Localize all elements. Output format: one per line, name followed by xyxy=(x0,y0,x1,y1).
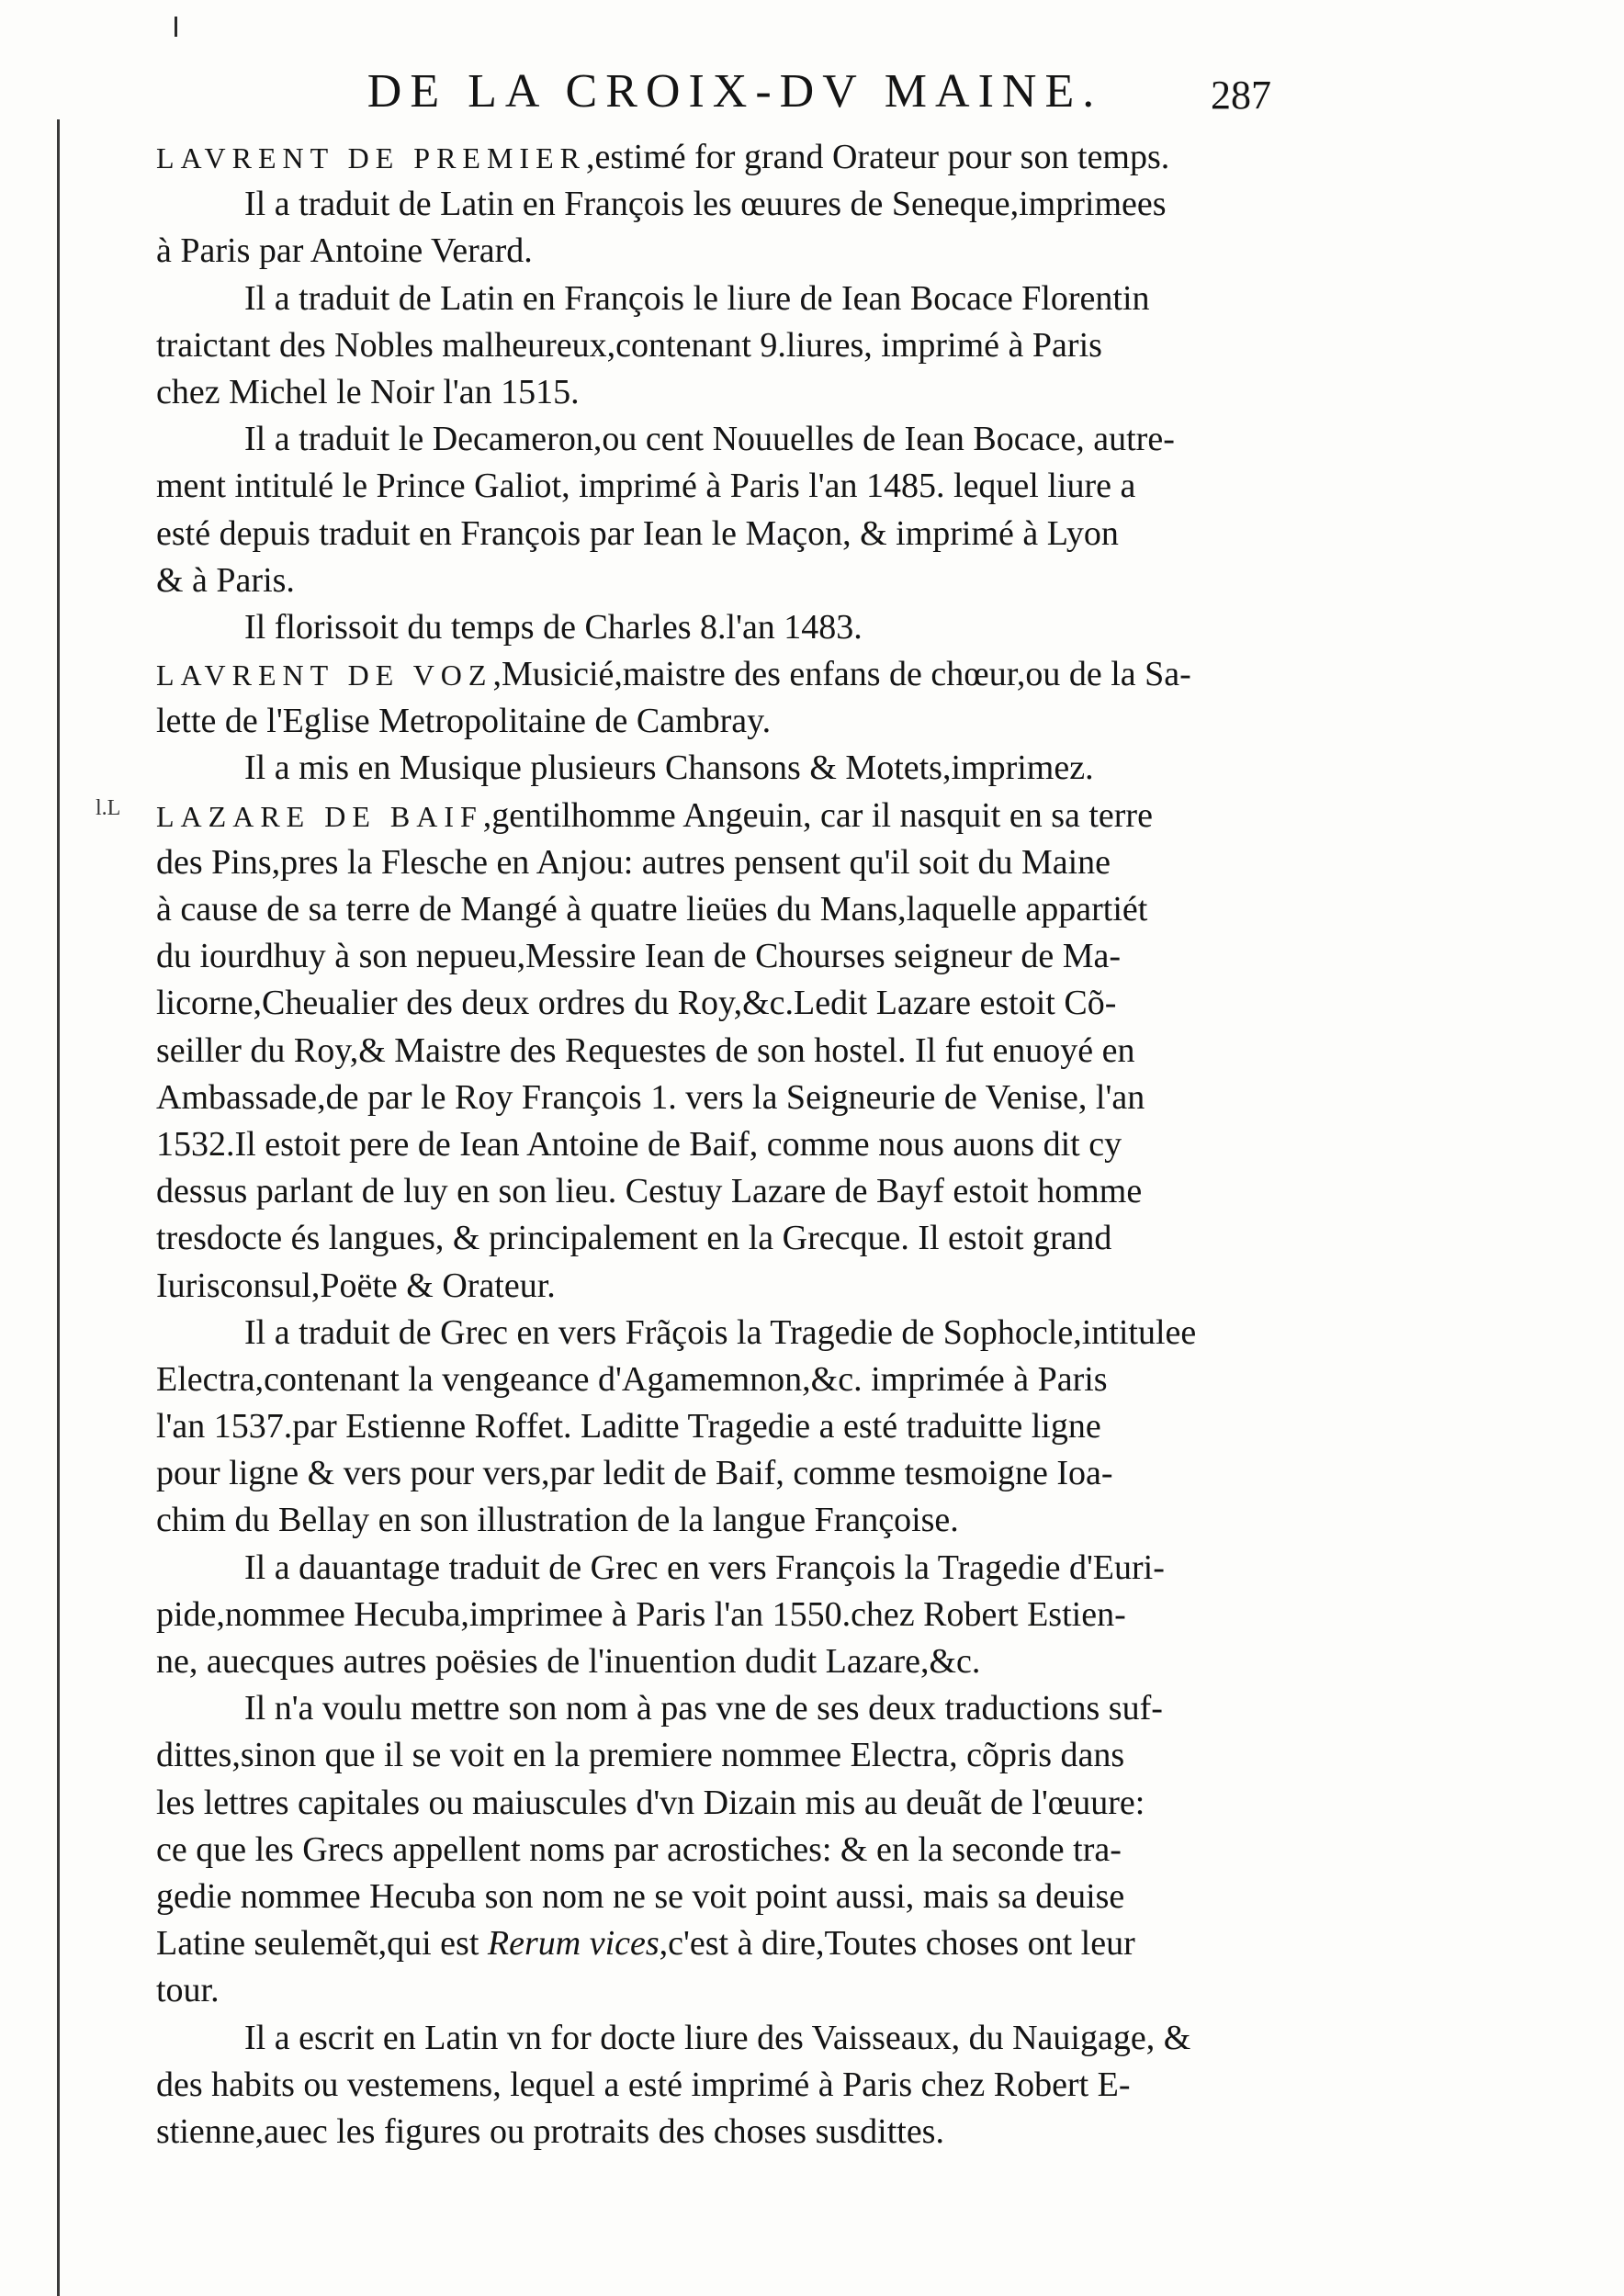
text-line xyxy=(156,463,1304,510)
line-text: Ambassade,de par le Roy François 1. vers la Seigneurie de Venise, l'an xyxy=(156,1077,1145,1117)
text-line xyxy=(156,1545,1304,1592)
text-body xyxy=(156,134,1304,2155)
line-text: 1532.Il estoit pere de Iean Antoine de Baif, comme nous auons dit cy xyxy=(156,1124,1122,1164)
page-number: 287 xyxy=(1211,73,1271,118)
line-text: pide,nommee Hecuba,imprimee à Paris l'an 1550.chez Robert Estien- xyxy=(156,1594,1126,1634)
text-line xyxy=(156,1356,1304,1403)
text-line xyxy=(156,1121,1304,1168)
line-text: pour ligne & vers pour vers,par ledit de Baif, comme tesmoigne Ioa- xyxy=(156,1454,1113,1493)
margin-note: l.L xyxy=(96,796,121,820)
line-text: les lettres capitales ou maiuscules d'vn Dizain mis au deuãt de l'œuure: xyxy=(156,1783,1145,1822)
line-text: Il a mis en Musique plusieurs Chansons & Motets,imprimez. xyxy=(244,748,1094,788)
line-text-after: ,c'est à dire,Toutes choses ont leur xyxy=(659,1924,1135,1964)
text-line xyxy=(156,1168,1304,1215)
entry-name: LAVRENT DE VOZ xyxy=(156,658,493,692)
line-text: traictant des Nobles malheureux,contenant 9.liures, imprimé à Paris xyxy=(156,325,1102,365)
text-line xyxy=(156,369,1304,416)
text-line xyxy=(156,1263,1304,1310)
line-text: ne, auecques autres poësies de l'inuention dudit Lazare,&c. xyxy=(156,1642,981,1681)
text-line xyxy=(156,1028,1304,1075)
line-text: Latine seulemẽt,qui est xyxy=(156,1924,488,1964)
left-edge-rule xyxy=(57,119,60,2296)
text-line xyxy=(156,1403,1304,1450)
text-line xyxy=(156,1215,1304,1262)
text-line xyxy=(156,1967,1304,2014)
line-text: dessus parlant de luy en son lieu. Cestuy Lazare de Bayf estoit homme xyxy=(156,1172,1143,1211)
line-text: l'an 1537.par Estienne Roffet. Laditte Tragedie a esté traduitte ligne xyxy=(156,1407,1101,1446)
entry-name: LAVRENT DE PREMIER xyxy=(156,141,586,174)
line-text: Il a traduit de Latin en François le liure de Iean Bocace Florentin xyxy=(244,278,1150,318)
text-line xyxy=(156,322,1304,369)
text-line xyxy=(156,933,1304,980)
line-text: seiller du Roy,& Maistre des Requestes de son hostel. Il fut enuoyé en xyxy=(156,1030,1135,1070)
text-line xyxy=(156,1638,1304,1685)
line-text: dittes,sinon que il se voit en la premiere nommee Electra, cõpris dans xyxy=(156,1736,1125,1775)
line-text: Il a dauantage traduit de Grec en vers François la Tragedie d'Euri- xyxy=(244,1548,1165,1587)
line-text: Il a traduit le Decameron,ou cent Nouuelles de Iean Bocace, autre- xyxy=(244,420,1175,459)
text-line xyxy=(156,1450,1304,1497)
line-text: Il a traduit de Latin en François les œuures de Seneque,imprimees xyxy=(244,185,1167,224)
text-line xyxy=(156,839,1304,886)
text-line xyxy=(156,604,1304,651)
text-line xyxy=(156,2062,1304,2109)
text-line xyxy=(156,1920,1304,1967)
text-line xyxy=(156,1592,1304,1638)
line-text: ,estimé for grand Orateur pour son temps. xyxy=(585,138,1170,176)
text-line xyxy=(156,228,1304,275)
line-text: Iurisconsul,Poëte & Orateur. xyxy=(156,1266,556,1305)
line-text: à cause de sa terre de Mangé à quatre lieües du Mans,laquelle appartiét xyxy=(156,890,1148,929)
entry-name: LAZARE DE BAIF xyxy=(156,799,483,833)
line-text: chez Michel le Noir l'an 1515. xyxy=(156,372,580,411)
line-text: stienne,auec les figures ou protraits des choses susdittes. xyxy=(156,2111,944,2151)
line-text: tour. xyxy=(156,1971,220,2010)
text-line xyxy=(156,181,1304,228)
text-line xyxy=(156,276,1304,322)
line-text: esté depuis traduit en François par Iean le Maçon, & imprimé à Lyon xyxy=(156,513,1119,553)
line-text: & à Paris. xyxy=(156,560,295,600)
text-line xyxy=(156,793,1304,839)
line-text: des habits ou vestemens, lequel a esté imprimé à Paris chez Robert E- xyxy=(156,2065,1131,2104)
line-text: ,gentilhomme Angeuin, car il nasquit en sa terre xyxy=(482,795,1153,835)
text-line xyxy=(156,1732,1304,1779)
text-line xyxy=(156,1685,1304,1732)
line-text: ment intitulé le Prince Galiot, imprimé à Paris l'an 1485. lequel liure a xyxy=(156,467,1136,506)
text-line xyxy=(156,511,1304,557)
text-line xyxy=(156,1310,1304,1356)
line-text: Electra,contenant la vengeance d'Agamemnon,&c. imprimée à Paris xyxy=(156,1359,1108,1399)
line-text: lette de l'Eglise Metropolitaine de Cambray. xyxy=(156,702,772,741)
text-line xyxy=(156,698,1304,745)
line-text: du iourdhuy à son nepueu,Messire Iean de Chourses seigneur de Ma- xyxy=(156,937,1122,976)
line-text: tresdocte és langues, & principalement en la Grecque. Il estoit grand xyxy=(156,1219,1112,1258)
running-title: DE LA CROIX-DV MAINE. xyxy=(367,65,1103,118)
text-line xyxy=(156,651,1304,698)
text-line xyxy=(156,886,1304,933)
line-text: Il florissoit du temps de Charles 8.l'an 1483. xyxy=(244,607,863,647)
text-line xyxy=(156,134,1304,181)
line-text: gedie nommee Hecuba son nom ne se voit point aussi, mais sa deuise xyxy=(156,1876,1125,1916)
line-text: Il a escrit en Latin vn for docte liure des Vaisseaux, du Nauigage, & xyxy=(244,2018,1191,2057)
line-text: Il n'a voulu mettre son nom à pas vne de ses deux traductions suf- xyxy=(244,1689,1163,1728)
text-line xyxy=(156,1780,1304,1827)
line-text: Il a traduit de Grec en vers Frãçois la Tragedie de Sophocle,intitulee xyxy=(244,1312,1197,1352)
line-text: ce que les Grecs appellent noms par acrostiches: & en la seconde tra- xyxy=(156,1829,1122,1869)
text-line xyxy=(156,2015,1304,2062)
text-line xyxy=(156,416,1304,463)
line-text: des Pins,pres la Flesche en Anjou: autres pensent qu'il soit du Maine xyxy=(156,842,1111,882)
text-line xyxy=(156,980,1304,1027)
text-line xyxy=(156,1075,1304,1121)
text-line xyxy=(156,2109,1304,2155)
text-line xyxy=(156,1827,1304,1874)
text-line xyxy=(156,1874,1304,1920)
text-line xyxy=(156,1497,1304,1544)
top-left-mark xyxy=(175,17,177,37)
line-text: chim du Bellay en son illustration de la langue Françoise. xyxy=(156,1501,959,1540)
line-text: licorne,Cheualier des deux ordres du Roy,&c.Ledit Lazare estoit Cõ- xyxy=(156,984,1117,1023)
text-line xyxy=(156,557,1304,604)
text-line xyxy=(156,745,1304,792)
line-text: à Paris par Antoine Verard. xyxy=(156,231,533,271)
italic-phrase: Rerum vices xyxy=(487,1924,660,1964)
line-text: ,Musicié,maistre des enfans de chœur,ou de la Sa- xyxy=(492,655,1191,694)
